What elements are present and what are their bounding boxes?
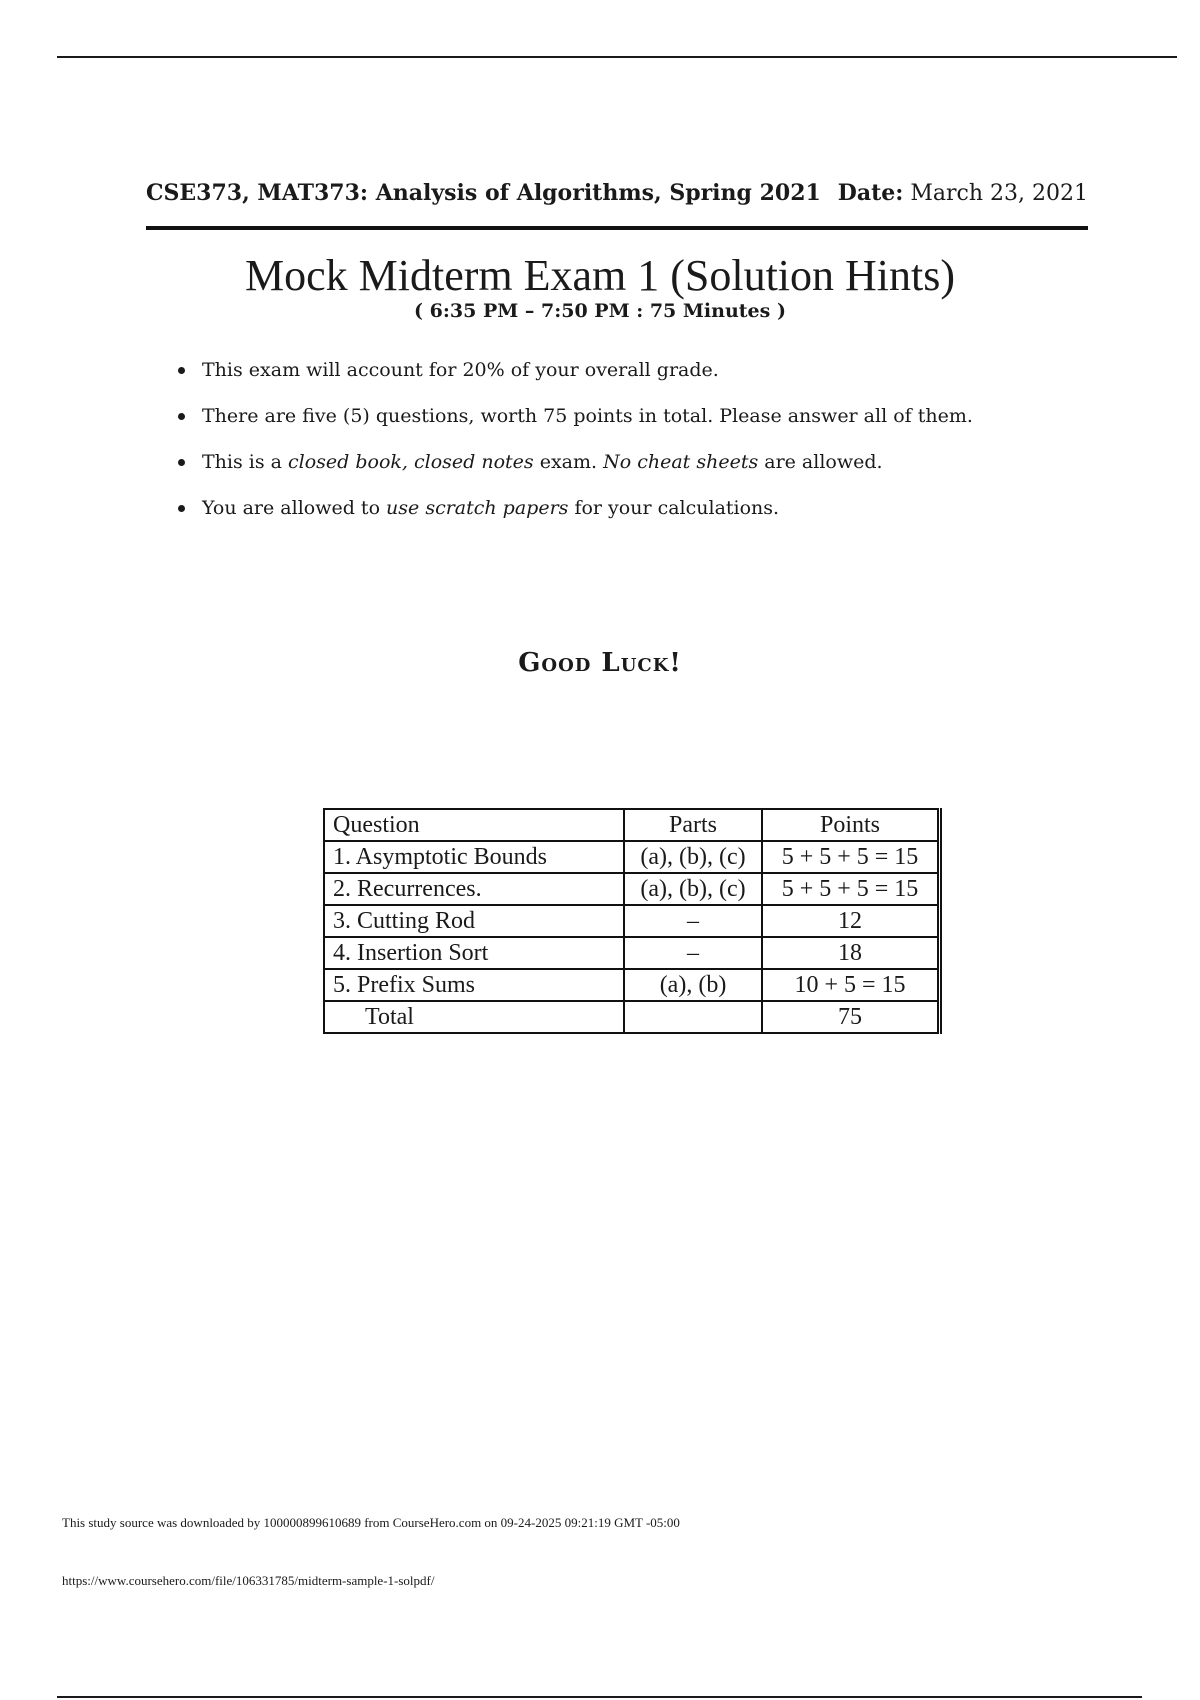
parts-cell: – [624,905,762,937]
points-cell: 12 [762,905,940,937]
points-cell: 18 [762,937,940,969]
bullet-icon [178,413,185,420]
exam-date [838,180,1088,206]
download-note: This study source was downloaded by 100000899610689 from CourseHero.com on 09-24-2025 09:21:19 GMT -05:00 [62,1515,680,1530]
exam-time: ( 6:35 PM – 7:50 PM : 75 Minutes ) [414,300,786,322]
question-cell: 2. Recurrences. [324,873,624,905]
parts-cell: (a), (b), (c) [624,841,762,873]
table-row [324,905,940,937]
points-cell: 5 + 5 + 5 = 15 [762,841,940,873]
instruction-item: You are allowed to use scratch papers for your calculations. [178,496,1138,520]
parts-cell: (a), (b) [624,969,762,1001]
header-rule [146,226,1088,230]
instruction-item: This is a closed book, closed notes exam. No cheat sheets are allowed. [178,450,1138,474]
bottom-rule [57,1696,1142,1698]
question-cell: 3. Cutting Rod [324,905,624,937]
page-title: Mock Midterm Exam 1 (Solution Hints) [244,251,956,300]
points-cell: 10 + 5 = 15 [762,969,940,1001]
date-label: Date: [837,180,904,206]
exam-header [146,180,1088,216]
points-cell: 5 + 5 + 5 = 15 [762,873,940,905]
good-luck-text: Good Luck! [518,648,682,678]
bullet-icon [178,505,185,512]
table-row [324,937,940,969]
table-row [324,969,940,1001]
instruction-item: This exam will account for 20% of your overall grade. [178,358,1138,382]
instruction-item: There are five (5) questions, worth 75 points in total. Please answer all of them. [178,404,1138,428]
header-parts: Parts [624,809,762,841]
points-table [323,808,942,1034]
table-header-row [324,809,940,841]
header-points: Points [762,809,940,841]
table-row [324,841,940,873]
date-value: March 23, 2021 [910,181,1088,206]
header-question: Question [324,809,624,841]
parts-cell: (a), (b), (c) [624,873,762,905]
total-label: Total [324,1001,624,1033]
course-title: CSE373, MAT373: Analysis of Algorithms, Spring 2021 [146,180,821,206]
source-url: https://www.coursehero.com/file/106331785/midterm-sample-1-solpdf/ [62,1573,435,1588]
bullet-icon [178,459,185,466]
table-row [324,873,940,905]
parts-cell: – [624,937,762,969]
parts-cell [624,1001,762,1033]
bullet-icon [178,367,185,374]
total-points: 75 [762,1001,940,1033]
top-rule [57,56,1177,58]
question-cell: 5. Prefix Sums [324,969,624,1001]
question-cell: 4. Insertion Sort [324,937,624,969]
question-cell: 1. Asymptotic Bounds [324,841,624,873]
instructions-list [178,358,1138,542]
table-total-row [324,1001,940,1033]
